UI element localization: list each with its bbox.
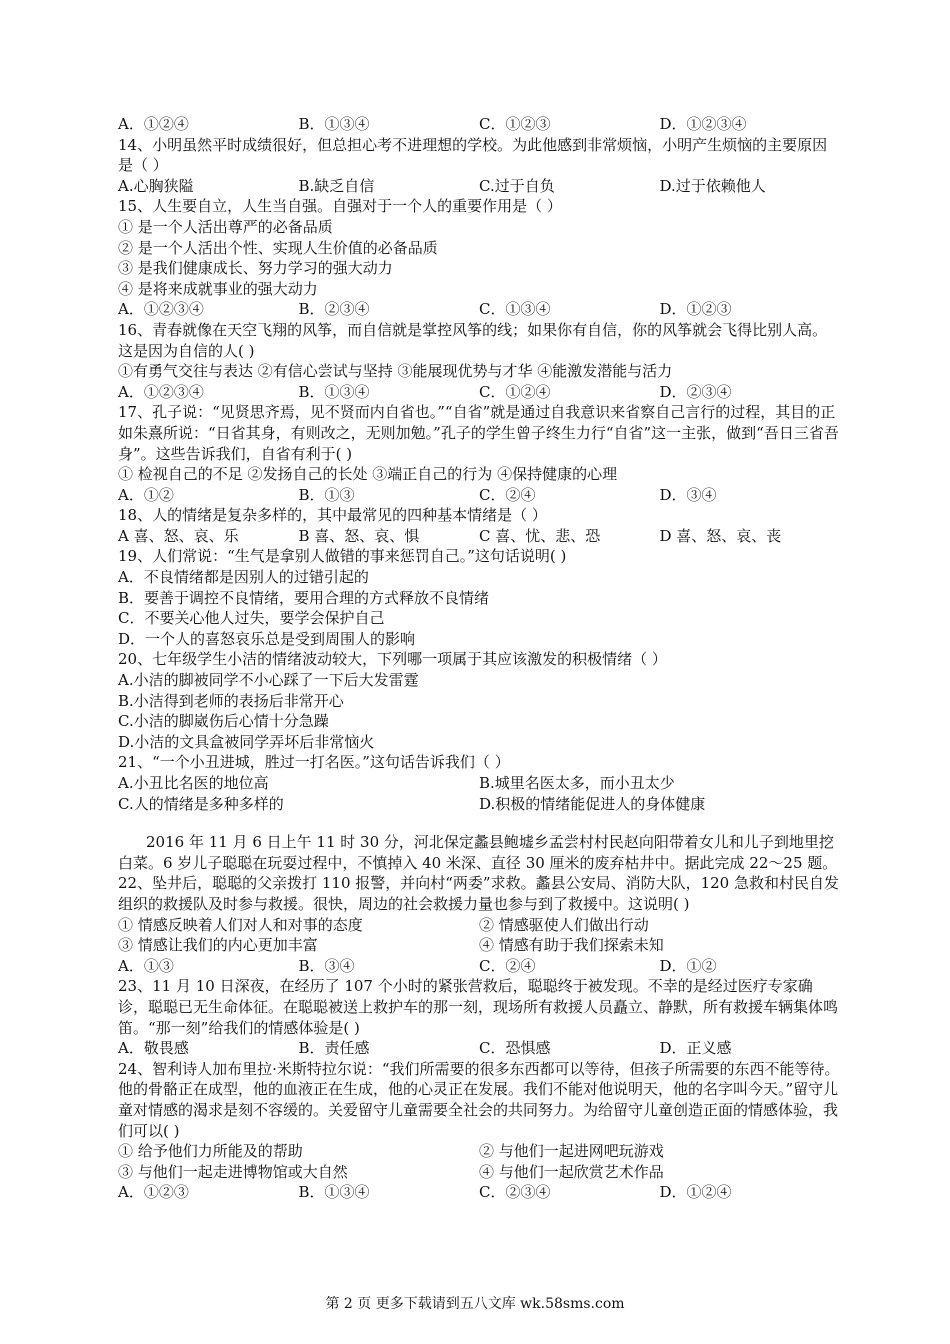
q15-stem: 15、人生要自立，人生当自强。自强对于一个人的重要作用是（ ） (118, 197, 562, 216)
option: C 喜、忧、悲、恐 (479, 526, 601, 545)
option: C.人的情绪是多种多样的 (118, 794, 284, 813)
item: ③ 情感让我们的内心更加丰富 (118, 936, 318, 955)
option: C．②④ (479, 956, 536, 975)
q15-options (118, 299, 840, 320)
option: A 喜、怒、哀、乐 (118, 526, 239, 545)
option: B．①③④ (298, 1183, 370, 1202)
option: D．②③④ (659, 382, 732, 401)
option: B.城里名医太多，而小丑太少 (479, 774, 675, 792)
option: D．正义感 (659, 1039, 732, 1058)
item: ② 与他们一起进网吧玩游戏 (479, 1142, 664, 1161)
item: ④ 与他们一起欣赏艺术作品 (479, 1162, 664, 1181)
q24-stem: 24、智利诗人加布里拉·米斯特拉尔说：“我们所需要的很多东西都可以等待，但孩子所需要的东西不能等待。他的骨骼正在成型，他的血液正在生成，他的心灵正在发展。我们不能对他说明天，他的名字叫今天。”留守儿童对情感的渴求是刻不容缓的。关爱留守儿童需要全社会的共同努力。为给留守儿童创造正面的情感体验，我们可以( ) (118, 1059, 840, 1140)
option: D.积极的情绪能促进人的身体健康 (479, 794, 706, 813)
q18-stem: 18、人的情绪是复杂多样的，其中最常见的四种基本情绪是（ ） (118, 506, 547, 525)
option: D．①② (659, 956, 717, 975)
option: C.过于自负 (479, 176, 555, 195)
q17-items: ① 检视自己的不足 ②发扬自己的长处 ③端正自己的行为 ④保持健康的心理 (118, 465, 618, 484)
item: ② 情感驱使人们做出行动 (479, 915, 649, 934)
q15-item: ③ 是我们健康成长、努力学习的强大动力 (118, 259, 393, 278)
option: D．①②③④ (659, 115, 747, 133)
q16-options (118, 382, 840, 403)
q24-items-row (118, 1162, 840, 1183)
option: C.小洁的脚崴伤后心情十分急躁 (118, 712, 329, 731)
option: B.缺乏自信 (298, 176, 375, 195)
option: B．①③④ (298, 115, 370, 133)
q14-stem: 14、小明虽然平时成绩很好，但总担心考不进理想的学校。为此他感到非常烦恼，小明产生烦恼的主要原因是（ ） (118, 135, 828, 175)
option: B 喜、怒、哀、惧 (298, 526, 420, 545)
option: B.小洁得到老师的表扬后非常开心 (118, 691, 344, 710)
q22-items-row (118, 915, 840, 936)
item: ④ 情感有助于我们探索未知 (479, 936, 664, 955)
reading-passage: 2016 年 11 月 6 日上午 11 时 30 分，河北保定蠡县鲍墟乡孟尝村村民赵向阳带着女儿和儿子到地里挖白菜。6 岁儿子聪聪在玩耍过程中，不慎掉入 40 米深、直径 30 厘米的废弃枯井中。据此完成 22～25 题。 (118, 833, 838, 872)
option: A．不良情绪都是因别人的过错引起的 (118, 568, 369, 587)
q20-stem: 20、七年级学生小洁的情绪波动较大，下列哪一项属于其应该激发的积极情绪（ ） (118, 650, 667, 669)
q24-items-row (118, 1141, 840, 1162)
q15-item: ② 是一个人活出个性、实现人生价值的必备品质 (118, 238, 438, 257)
option: C．①②③ (479, 115, 551, 133)
q22-stem: 22、坠井后，聪聪的父亲拨打 110 报警，并向村“两委”求救。蠡县公安局、消防大队，120 急救和村民自发组织的救援队及时参与救援。很快，周边的社会救援力量也参与到了救援中。这说明( ) (118, 874, 839, 913)
q21-stem: 21、“一个小丑进城，胜过一打名医。”这句话告诉我们（ ） (118, 753, 510, 772)
option: B．①③ (298, 485, 355, 504)
exam-page (118, 114, 840, 1203)
option: D．①②④ (659, 1183, 732, 1202)
q19-stem: 19、人们常说：“生气是拿别人做错的事来惩罚自己。”这句话说明( ) (118, 547, 567, 566)
option: D.过于依赖他人 (659, 176, 766, 195)
q16-stem: 16、青春就像在天空飞翔的风筝，而自信就是掌控风筝的线；如果你有自信，你的风筝就会飞得比别人高。这是因为自信的人( ) (118, 320, 828, 360)
option: C．不要关心他人过失，要学会保护自己 (118, 609, 385, 628)
item: ① 给予他们力所能及的帮助 (118, 1142, 303, 1161)
page-footer: 第 2 页 更多下载请到五八文库 wk.58sms.com (325, 1296, 625, 1312)
q15-item: ① 是一个人活出尊严的必备品质 (118, 217, 333, 236)
q23-stem: 23、11 月 10 日深夜，在经历了 107 个小时的紧张营救后，聪聪终于被发现。不幸的是经过医疗专家确诊，聪聪已无生命体征。在聪聪被送上救护车的那一刻，现场所有救援人员矗立、静默，所有救援车辆集体鸣笛。“那一刻”给我们的情感体验是( ) (118, 977, 839, 1037)
option: C．恐惧感 (479, 1039, 551, 1058)
q22-items-row (118, 935, 840, 956)
q15-item: ④ 是将来成就事业的强大动力 (118, 279, 318, 298)
q13-options (118, 114, 840, 135)
option: B．③④ (298, 956, 355, 975)
option: C．①③④ (479, 300, 551, 319)
q21-options-row (118, 794, 840, 815)
item: ③ 与他们一起走进博物馆或大自然 (118, 1162, 348, 1181)
option: D．一个人的喜怒哀乐总是受到周围人的影响 (118, 629, 416, 648)
option: B．要善于调控不良情绪，要用合理的方式释放不良情绪 (118, 588, 490, 607)
q17-stem: 17、孔子说：“见贤思齐焉，见不贤而内自省也。”“自省”就是通过自我意识来省察自己言行的过程，其目的正如朱熹所说：“日省其身，有则改之，无则加勉。”孔子的学生曾子终生力行“自省”这一主张，做到“吾日三省吾身”。这些告诉我们，自省有利于( ) (118, 403, 839, 463)
option: C．①②④ (479, 382, 551, 401)
q18-options (118, 526, 840, 547)
option: C．②④ (479, 485, 536, 504)
item: ① 情感反映着人们对人和对事的态度 (118, 915, 363, 934)
option: A.小洁的脚被同学不小心踩了一下后大发雷霆 (118, 671, 419, 690)
option: D．①②③ (659, 300, 732, 319)
option: B．②③④ (298, 300, 370, 319)
option: A．①③ (118, 956, 174, 975)
option: B．责任感 (298, 1039, 370, 1058)
option: A．①②③④ (118, 300, 204, 319)
option: D．③④ (659, 485, 717, 504)
option: A.心胸狭隘 (118, 176, 194, 195)
q17-options (118, 485, 840, 506)
option: D.小洁的文具盒被同学弄坏后非常恼火 (118, 732, 375, 751)
q14-options (118, 176, 840, 197)
q23-options (118, 1038, 840, 1059)
option: A．①②④ (118, 115, 189, 133)
option: A．①②③ (118, 1183, 189, 1202)
q16-items: ①有勇气交往与表达 ②有信心尝试与坚持 ③能展现优势与才华 ④能激发潜能与活力 (118, 362, 673, 381)
option: D 喜、怒、哀、丧 (659, 526, 782, 545)
option: A.小丑比名医的地位高 (118, 774, 269, 792)
option: B．①③④ (298, 382, 370, 401)
option: C．②③④ (479, 1183, 551, 1202)
q24-options (118, 1182, 840, 1203)
q22-options (118, 956, 840, 977)
option: A．①② (118, 485, 174, 504)
option: A．①②③④ (118, 382, 204, 401)
q21-options-row (118, 773, 840, 794)
option: A．敬畏感 (118, 1039, 189, 1058)
